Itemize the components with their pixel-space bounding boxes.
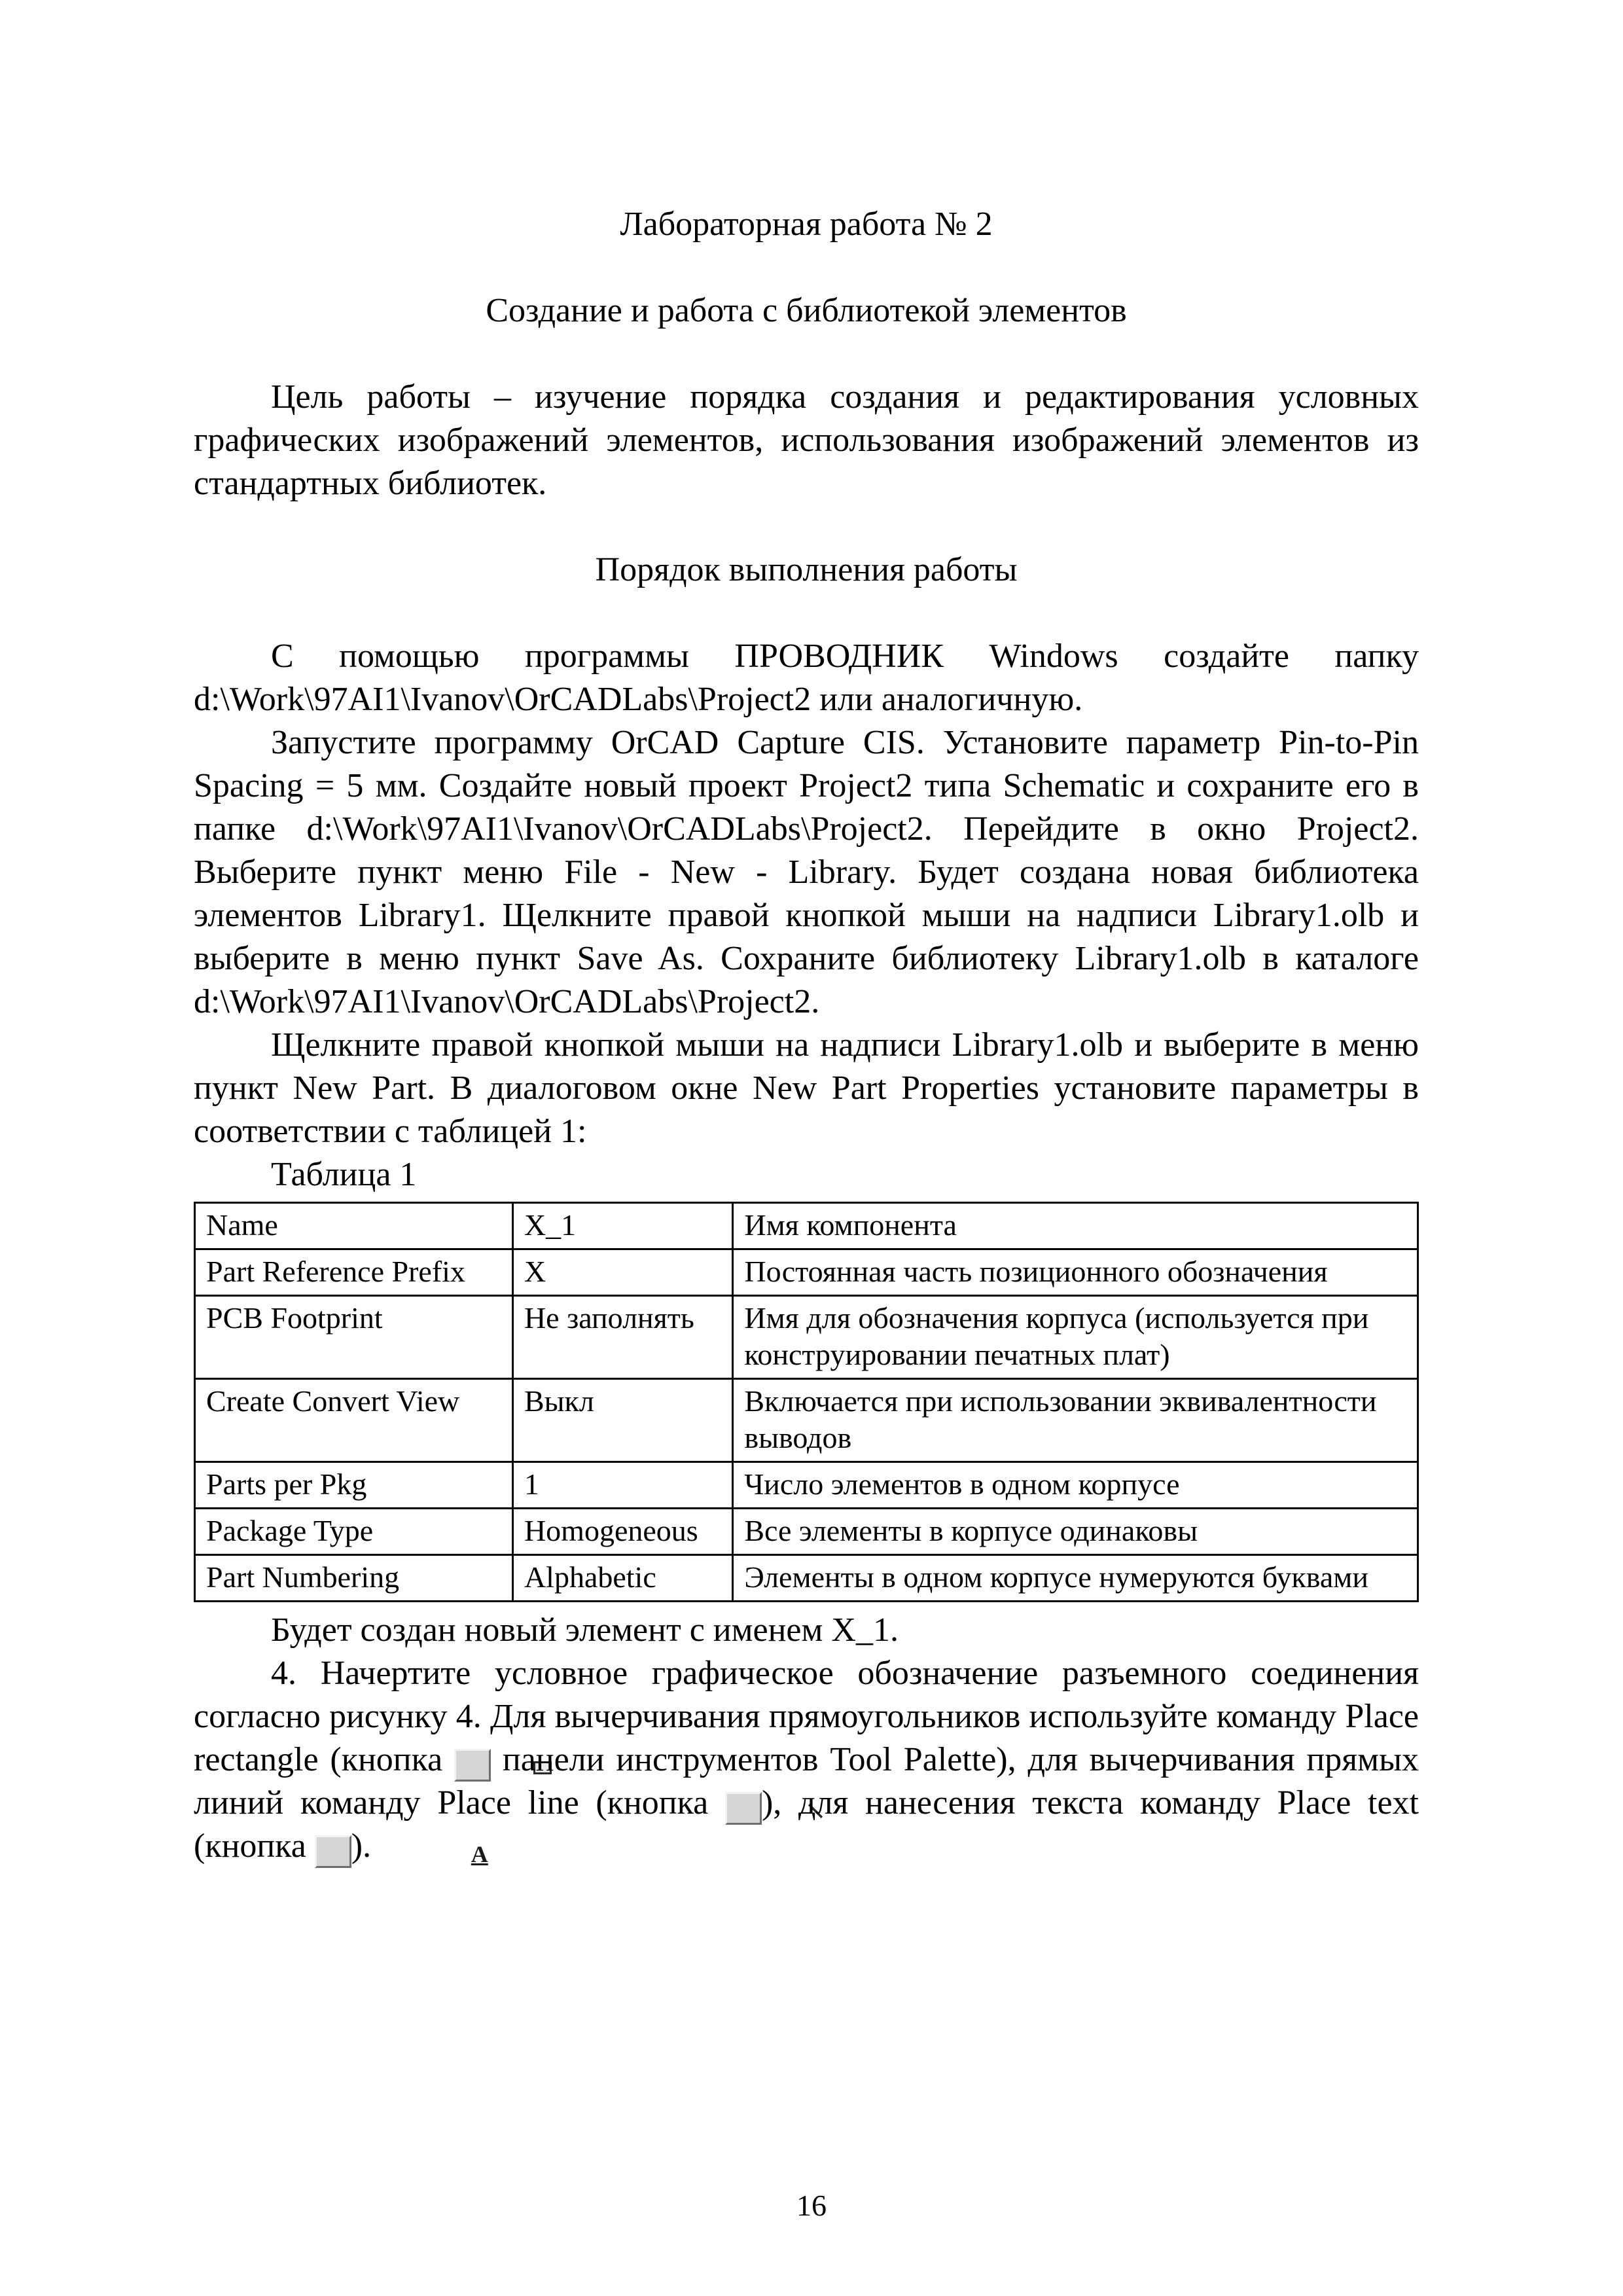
page-subtitle: Создание и работа с библиотекой элементов	[486, 292, 1127, 329]
section-heading: Порядок выполнения работы	[595, 551, 1018, 588]
paragraph-orcad-setup: Запустите программу OrCAD Capture CIS. Установите параметр Pin-to-Pin Spacing = 5 мм. Создайте новый проект Project2 типа Schematic и сохраните его в папке d:\Work\97AI1\Ivanov\OrCADLabs\Project2. Перейдите в окно Project2. Выберите пункт меню File - New - Library. Будет создана новая библиотека элементов Library1. Щелкните правой кнопкой мыши на надписи Library1.olb и выберите в меню пункт Save As. Сохраните библиотеку Library1.olb в каталоге d:\Work\97AI1\Ivanov\OrCADLabs\Project2.	[194, 724, 1419, 1020]
table-row-pcb-footprint	[195, 1296, 1418, 1379]
goal-paragraph: Цель работы – изучение порядка создания и редактирования условных графических изображений элементов, использования изображений элементов из стандартных библиотек.	[194, 378, 1419, 502]
cell-description: Имя компонента	[733, 1203, 1418, 1249]
cell-param: Create Convert View	[195, 1379, 513, 1462]
cell-param: Package Type	[195, 1509, 513, 1555]
cell-param: PCB Footprint	[195, 1296, 513, 1379]
place-line-icon	[725, 1792, 762, 1825]
cell-description: Имя для обозначения корпуса (используется при конструировании печатных плат)	[733, 1296, 1418, 1379]
table-row-name	[195, 1203, 1418, 1249]
letter-a-glyph: A	[471, 1841, 488, 1868]
table-row-parts-per-pkg	[195, 1462, 1418, 1509]
cell-value: X_1	[512, 1203, 732, 1249]
cell-param: Part Reference Prefix	[195, 1249, 513, 1296]
cell-value: Alphabetic	[512, 1555, 732, 1602]
table-caption: Таблица 1	[271, 1156, 417, 1193]
cell-param: Parts per Pkg	[195, 1462, 513, 1509]
table-row-part-reference-prefix	[195, 1249, 1418, 1296]
draw-instructions-text-4: ).	[351, 1827, 372, 1865]
cell-description: Число элементов в одном корпусе	[733, 1462, 1418, 1509]
cell-value: Не заполнять	[512, 1296, 732, 1379]
cell-description: Все элементы в корпусе одинаковы	[733, 1509, 1418, 1555]
paragraph-element-created: Будет создан новый элемент с именем X_1.	[271, 1611, 899, 1649]
paragraph-draw-instructions	[194, 1652, 1419, 1868]
cell-value: 1	[512, 1462, 732, 1509]
paragraph-new-part: Щелкните правой кнопкой мыши на надписи Library1.olb и выберите в меню пункт New Part. В диалоговом окне New Part Properties установите параметры в соответствии с таблицей 1:	[194, 1026, 1419, 1150]
place-rectangle-icon	[454, 1749, 491, 1782]
page-number: 16	[796, 2189, 827, 2222]
cell-value: X	[512, 1249, 732, 1296]
draw-instructions-text-3: ), для нанесения текста команду Place text (кнопка	[194, 1784, 1419, 1865]
draw-instructions-text-2: панели инструментов Tool Palette), для вычерчивания прямых линий команду Place line (кнопка	[194, 1741, 1419, 1821]
page-title: Лабораторная работа № 2	[620, 206, 993, 243]
table-row-part-numbering	[195, 1555, 1418, 1602]
cell-description: Включается при использовании эквивалентности выводов	[733, 1379, 1418, 1462]
draw-instructions-text-1: 4. Начертите условное графическое обозначение разъемного соединения согласно рисунку 4. Для вычерчивания прямоугольников используйте команду Place rectangle (кнопка	[194, 1655, 1419, 1778]
paragraph-create-folder: С помощью программы ПРОВОДНИК Windows создайте папку d:\Work\97AI1\Ivanov\OrCADLabs\Project2 или аналогичную.	[194, 637, 1419, 718]
cell-param: Part Numbering	[195, 1555, 513, 1602]
place-text-icon	[315, 1835, 488, 1868]
table-row-create-convert-view	[195, 1379, 1418, 1462]
part-properties-table	[194, 1202, 1419, 1602]
cell-description: Элементы в одном корпусе нумеруются буквами	[733, 1555, 1418, 1602]
table-row-package-type	[195, 1509, 1418, 1555]
cell-value: Homogeneous	[512, 1509, 732, 1555]
cell-description: Постоянная часть позиционного обозначения	[733, 1249, 1418, 1296]
cell-param: Name	[195, 1203, 513, 1249]
cell-value: Выкл	[512, 1379, 732, 1462]
